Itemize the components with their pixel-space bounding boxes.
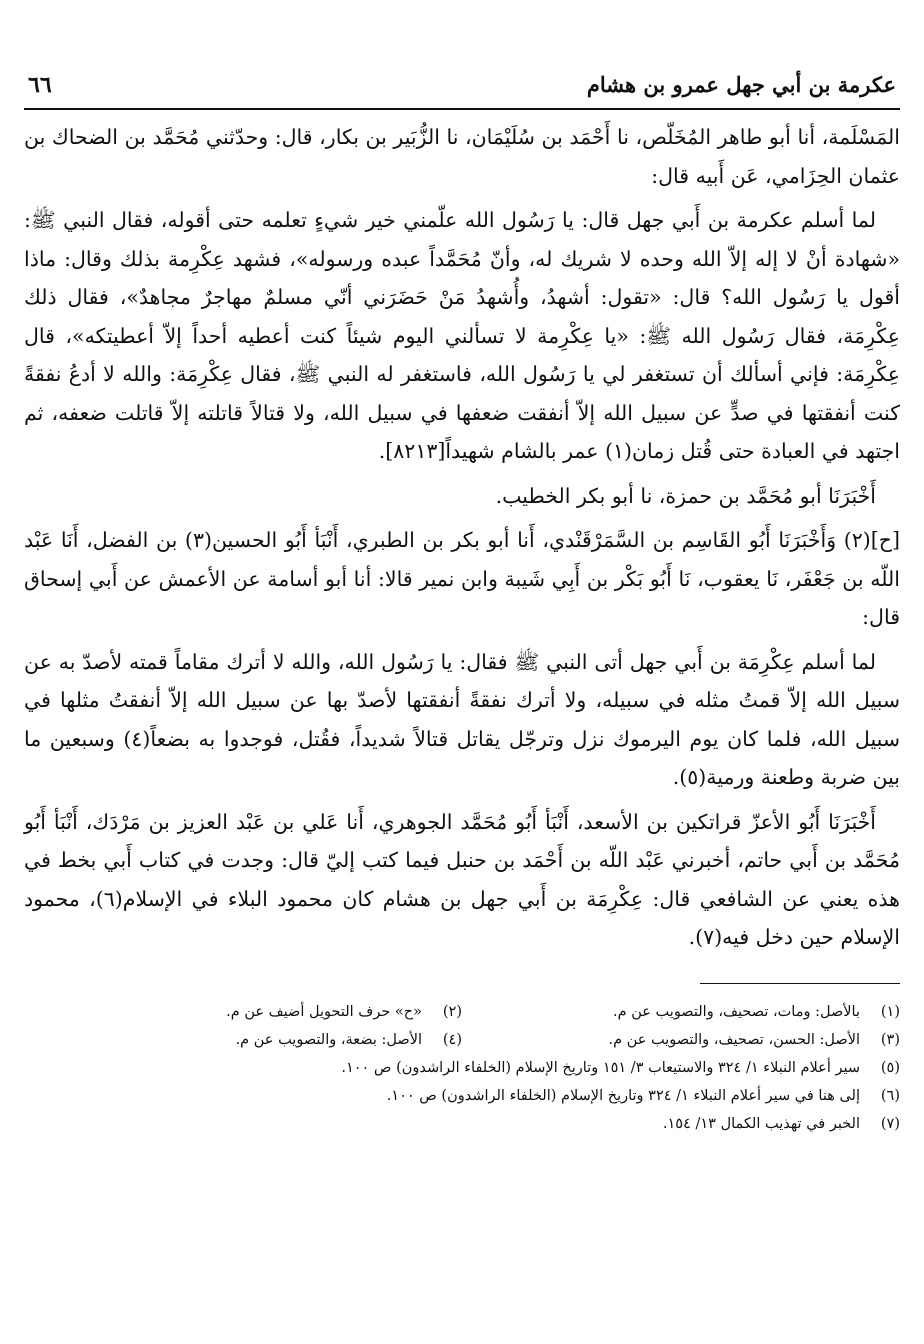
footnote-number: (٧): [880, 1115, 900, 1132]
footnote-text: سير أعلام النبلاء ١/ ٣٢٤ والاستيعاب ٣/ ١٥١ وتاريخ الإسلام (الخلفاء الراشدون) ص ١٠٠.: [341, 1059, 860, 1076]
footnote-number: (٤): [442, 1031, 462, 1048]
book-page: [24, 72, 900, 1322]
footnote-text: الأصل: بضعة، والتصويب عن م.: [235, 1031, 422, 1048]
paragraph-1: المَسْلَمة، أنا أبو طاهر المُخَلّص، نا أَحْمَد بن سُلَيْمَان، نا الزُّبَير بن بكار، قال: وحدّثني مُحَمَّد بن الضحاك بن عثمان الحِزَامي، عَن أَبيه قال:: [24, 125, 900, 188]
paragraph-5: لما أسلم عِكْرِمَة بن أَبي جهل أتى النبي ﷺ فقال: يا رَسُول الله، والله لا أترك مقاماً قمته لأصدّ به عن سبيل الله إلاّ قمتُ مثله في سبيله، ولا أترك نفقةً أنفقتها لأصدّ بها عن سبيل الله إلاّ أنفقتُ مثلها في سبيل الله، فلما كان يوم اليرموك نزل وترجّل يقاتل قتالاً شديداً، فقُتل، فوجدوا به بضعاً(٤) وسبعين ما بين ضربة وطعنة ورمية(٥).: [24, 649, 900, 789]
footnote-separator: [700, 983, 900, 984]
footnote-3: [462, 1026, 900, 1054]
footnote-row: [24, 1110, 900, 1138]
footnote-7: [24, 1110, 900, 1138]
footnote-5: [24, 1054, 900, 1082]
footnote-number: (١): [880, 1003, 900, 1020]
footnote-1: [462, 998, 900, 1026]
footnote-row: [24, 1026, 900, 1054]
footnote-text: إلى هنا في سير أعلام النبلاء ١/ ٣٢٤ وتاريخ الإسلام (الخلفاء الراشدون) ص ١٠٠.: [386, 1087, 860, 1104]
page-number: ٦٦: [28, 72, 52, 98]
paragraph-2: لما أسلم عكرمة بن أَبي جهل قال: يا رَسُول الله علّمني خير شيءٍ تعلمه حتى أقوله، فقال النبي ﷺ: «شهادة أنْ لا إله إلاّ الله وحده لا شريك له، وأنّ مُحَمَّداً عبده ورسوله»، فشهد عِكْرِمة بذلك وقال: ماذا أقول يا رَسُول الله؟ قال: «تقول: أشهدُ، وأُشهدُ مَنْ حَضَرَني أنّي مسلمٌ مهاجرٌ مجاهدٌ»، فقال ذلك عِكْرِمَة، فقال رَسُول الله ﷺ: «يا عِكْرِمة لا تسألني اليوم شيئاً كنت أعطيه أحداً إلاّ أعطيتكه»، قال عِكْرِمَة: فإني أسألك أن تستغفر لي يا رَسُول الله، فاستغفر له النبي ﷺ، فقال عِكْرِمَة: والله لا أدعُ نفقةً كنت أنفقتها في صدٍّ عن سبيل الله إلاّ أنفقت ضعفها في سبيل الله، ولا قتالاً قاتلته إلاّ قاتلت ضعفه، ثم اجتهد في العبادة حتى قُتل زمان(١) عمر بالشام شهيداً[٨٢١٣].: [24, 208, 900, 463]
footnote-6: [24, 1082, 900, 1110]
footnote-row: [24, 998, 900, 1026]
paragraph-4: [ح](٢) وَأَخْبَرَنَا أَبُو القَاسِم بن السَّمَرْقَنْدي، أَنا أبو بكر بن الطبري، أَنْبَأ أَبُو الحسين(٣) بن الفضل، أَنَا عَبْد اللّه بن جَعْفَر، نَا يعقوب، نَا أَبُو بَكْر بن أَبِي شَيبة وابن نمير قالا: أنا أبو أسامة عن الأعمش عن أَبي إسحاق قال:: [24, 528, 900, 629]
footnote-text: بالأصل: ومات، تصحيف، والتصويب عن م.: [613, 1003, 860, 1020]
paragraph-6: أَخْبَرَنَا أَبُو الأعزّ قراتكين بن الأسعد، أَنْبَأ أَبُو مُحَمَّد الجوهري، أَنا عَلي بن عَبْد العزيز بن مَرْدَك، أَنْبَأ أَبُو مُحَمَّد بن أَبي حاتم، أخبرني عَبْد اللّه بن أَحْمَد بن حنبل فيما كتب إليّ قال: وجدت في كتاب أَبي بخط في هذه يعني عن الشافعي قال: عِكْرِمَة بن أَبي جهل بن هشام كان محمود البلاء في الإسلام(٦)، محمود الإسلام حين دخل فيه(٧).: [24, 809, 900, 949]
footnote-number: (٢): [442, 1003, 462, 1020]
main-text: [24, 118, 900, 957]
paragraph-3: أَخْبَرَنَا أبو مُحَمَّد بن حمزة، نا أبو بكر الخطيب.: [495, 483, 876, 508]
footnote-row: [24, 1082, 900, 1110]
footnote-text: الأصل: الحسن، تصحيف، والتصويب عن م.: [608, 1031, 860, 1048]
footnote-row: [24, 1054, 900, 1082]
footnote-text: «ح» حرف التحويل أضيف عن م.: [226, 1003, 422, 1020]
footnote-text: الخبر في تهذيب الكمال ١٣/ ١٥٤.: [662, 1115, 860, 1132]
footnotes: [24, 998, 900, 1138]
footnote-number: (٦): [880, 1087, 900, 1104]
running-header: [24, 72, 900, 110]
footnote-number: (٣): [880, 1031, 900, 1048]
footnote-number: (٥): [880, 1059, 900, 1076]
footnote-4: [24, 1026, 462, 1054]
footnote-2: [24, 998, 462, 1026]
chapter-title: عكرمة بن أبي جهل عمرو بن هشام: [586, 72, 896, 97]
